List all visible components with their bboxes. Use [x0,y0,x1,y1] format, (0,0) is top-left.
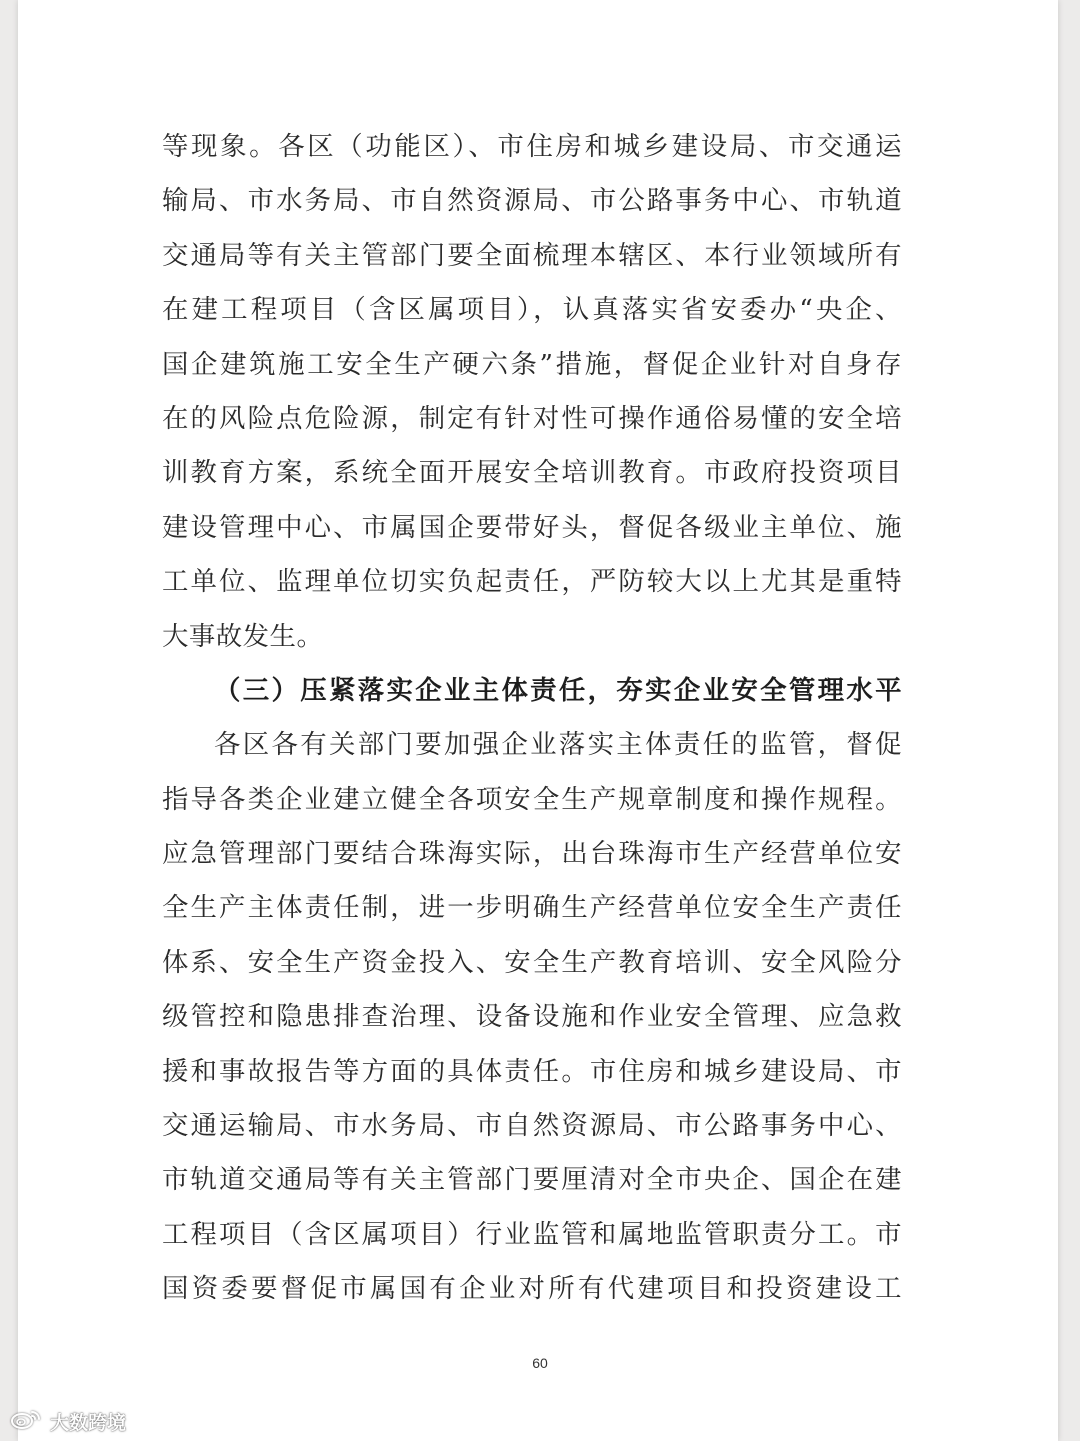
text-line: 输局、市水务局、市自然资源局、市公路事务中心、市轨道 [162,185,902,217]
text-line: 工单位、监理单位切实负起责任，严防较大以上尤其是重特 [162,566,902,598]
text-line: 等现象。各区（功能区）、市住房和城乡建设局、市交通运 [162,131,902,162]
text-line: 市轨道交通局等有关主管部门要厘清对全市央企、国企在建 [162,1164,902,1196]
text-line: 工程项目（含区属项目）行业监管和属地监管职责分工。市 [162,1218,902,1250]
page-number: 60 [532,1355,548,1371]
text-line: 交通运输局、市水务局、市自然资源局、市公路事务中心、 [162,1110,902,1142]
text-line: 交通局等有关主管部门要全面梳理本辖区、本行业领域所有 [162,239,902,271]
text-line: 建设管理中心、市属国企要带好头，督促各级业主单位、施 [162,511,902,543]
text-line: 级管控和隐患排查治理、设备设施和作业安全管理、应急救 [162,1001,902,1033]
text-line: 国企建筑施工安全生产硬六条”措施，督促企业针对自身存 [162,348,902,380]
text-line: 大事故发生。 [162,620,324,652]
text-line: 援和事故报告等方面的具体责任。市住房和城乡建设局、市 [162,1055,902,1087]
page-body [162,120,902,1317]
weibo-logo-icon [10,1408,44,1435]
text-line: 指导各类企业建立健全各项安全生产规章制度和操作规程。 [162,783,902,815]
text-line: 体系、安全生产资金投入、安全生产教育培训、安全风险分 [162,946,902,978]
text-line: 国资委要督促市属国有企业对所有代建项目和投资建设工 [162,1273,902,1305]
watermark-text: 大数跨境 [50,1411,127,1434]
text-line: 在建工程项目（含区属项目），认真落实省安委办“央企、 [162,294,902,326]
watermark [10,1407,126,1435]
text-line: 各区各有关部门要加强企业落实主体责任的监管，督促 [214,729,902,761]
text-line: 在的风险点危险源，制定有针对性可操作通俗易懂的安全培 [162,402,902,434]
text-line: 应急管理部门要结合珠海实际，出台珠海市生产经营单位安 [162,838,902,870]
section-heading: （三）压紧落实企业主体责任，夯实企业安全管理水平 [214,674,902,706]
text-line: 训教育方案，系统全面开展安全培训教育。市政府投资项目 [162,457,902,489]
text-line: 全生产主体责任制，进一步明确生产经营单位安全生产责任 [162,892,902,924]
